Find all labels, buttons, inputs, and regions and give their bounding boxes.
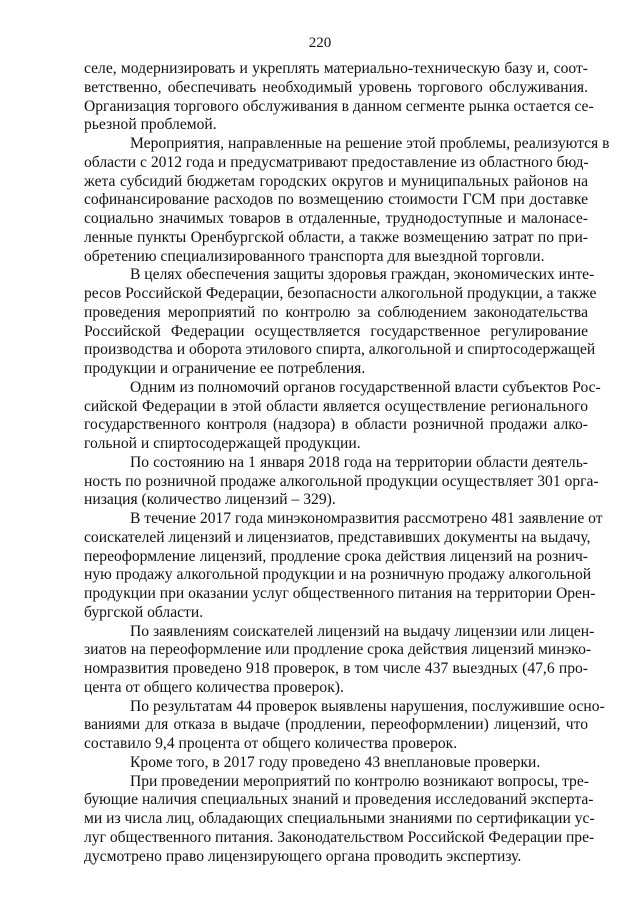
text-line: Кроме того, в 2017 году проведено 43 внеплановые проверки. [130,753,541,771]
text-line: номразвития проведено 918 проверок, в том числе 437 выездных (47,6 про- [84,660,588,677]
text-line: жета субсидий бюджетам городских округов и муниципальных районов на [84,172,588,190]
text-line: По заявлениям соискателей лицензий на выдачу лицензии или лицен- [130,622,595,640]
text-line: дусмотрено право лицензирующего органа проводить экспертизу. [84,847,522,865]
text-line: обретению специализированного транспорта для выездной торговли. [84,247,545,265]
text-line: ную продажу алкогольной продукции и на розничную продажу алкогольной [84,566,592,584]
text-line: бующие наличия специальных знаний и проведения исследований эксперта- [84,791,594,809]
page-number: 220 [308,35,332,51]
text-line: рьезной проблемой. [84,116,217,134]
body-text [84,60,610,866]
text-line: социально значимых товаров в отдаленные, труднодоступные и малонасе- [84,210,588,227]
text-line: соискателей лицензий и лицензиатов, представивших документы на выдачу, [84,528,591,546]
text-line: В целях обеспечения защиты здоровья граждан, экономических инте- [130,266,595,284]
text-line: Российской Федерации осуществляется государственное регулирование [84,322,588,340]
text-line: По состоянию на 1 января 2018 года на территории области деятель- [130,453,588,471]
text-line: В течение 2017 года минэкономразвития рассмотрено 481 заявление от [130,510,603,527]
text-line: гольной и спиртосодержащей продукции. [84,435,361,452]
text-line: составило 9,4 процента от общего количества проверок. [84,735,458,752]
text-line: софинансирование расходов по возмещению стоимости ГСМ при доставке [84,191,588,209]
text-line: При проведении мероприятий по контролю возникают вопросы, тре- [130,772,589,790]
text-line: продукции и ограничение ее потребления. [84,360,366,377]
text-line: сийской Федерации в этой области является осуществление регионального [84,397,588,415]
text-line: Организация торгового обслуживания в данном сегменте рынка остается се- [84,97,594,115]
text-line: селе, модернизировать и укреплять материально-техническую базу и, соот- [84,60,588,77]
text-line: ветственно, обеспечивать необходимый уровень торгового обслуживания. [84,78,588,96]
text-line: зиатов на переоформление или продление срока действия лицензий минэко- [84,641,592,659]
text-line: проведения мероприятий по контролю за соблюдением законодательства [84,303,588,321]
text-line: луг общественного питания. Законодательством Российской Федерации пре- [84,828,595,846]
text-line: низация (количество лицензий – 329). [84,491,336,509]
text-line: ленные пункты Оренбургской области, а также возмещению затрат по при- [84,228,588,246]
text-line: продукции при оказании услуг общественного питания на территории Орен- [84,585,596,602]
text-line: Одним из полномочий органов государственной власти субъектов Рос- [130,378,601,396]
text-line: ваниями для отказа в выдаче (продлении, переоформлении) лицензий, что [84,716,588,734]
text-line: государственного контроля (надзора) в области розничной продажи алко- [84,416,588,434]
text-line: ми из числа лиц, обладающих специальными знаниями по сертификации ус- [84,810,595,827]
text-line: области с 2012 года и предусматривают предоставление из областного бюд- [84,153,589,171]
text-line: цента от общего количества проверок). [84,678,344,696]
text-line: ресов Российской Федерации, безопасности алкогольной продукции, а также [84,285,597,302]
text-line: бургской области. [84,603,204,621]
text-line: переоформление лицензий, продление срока действия лицензий на рознич- [84,547,588,565]
text-line: Мероприятия, направленные на решение этой проблемы, реализуются в [130,135,610,152]
text-line: производства и оборота этилового спирта, алкогольной и спиртосодержащей [84,341,596,359]
text-line: ность по розничной продаже алкогольной продукции осуществляет 301 орга- [84,472,599,490]
text-line: По результатам 44 проверок выявлены нарушения, послужившие осно- [130,697,605,715]
